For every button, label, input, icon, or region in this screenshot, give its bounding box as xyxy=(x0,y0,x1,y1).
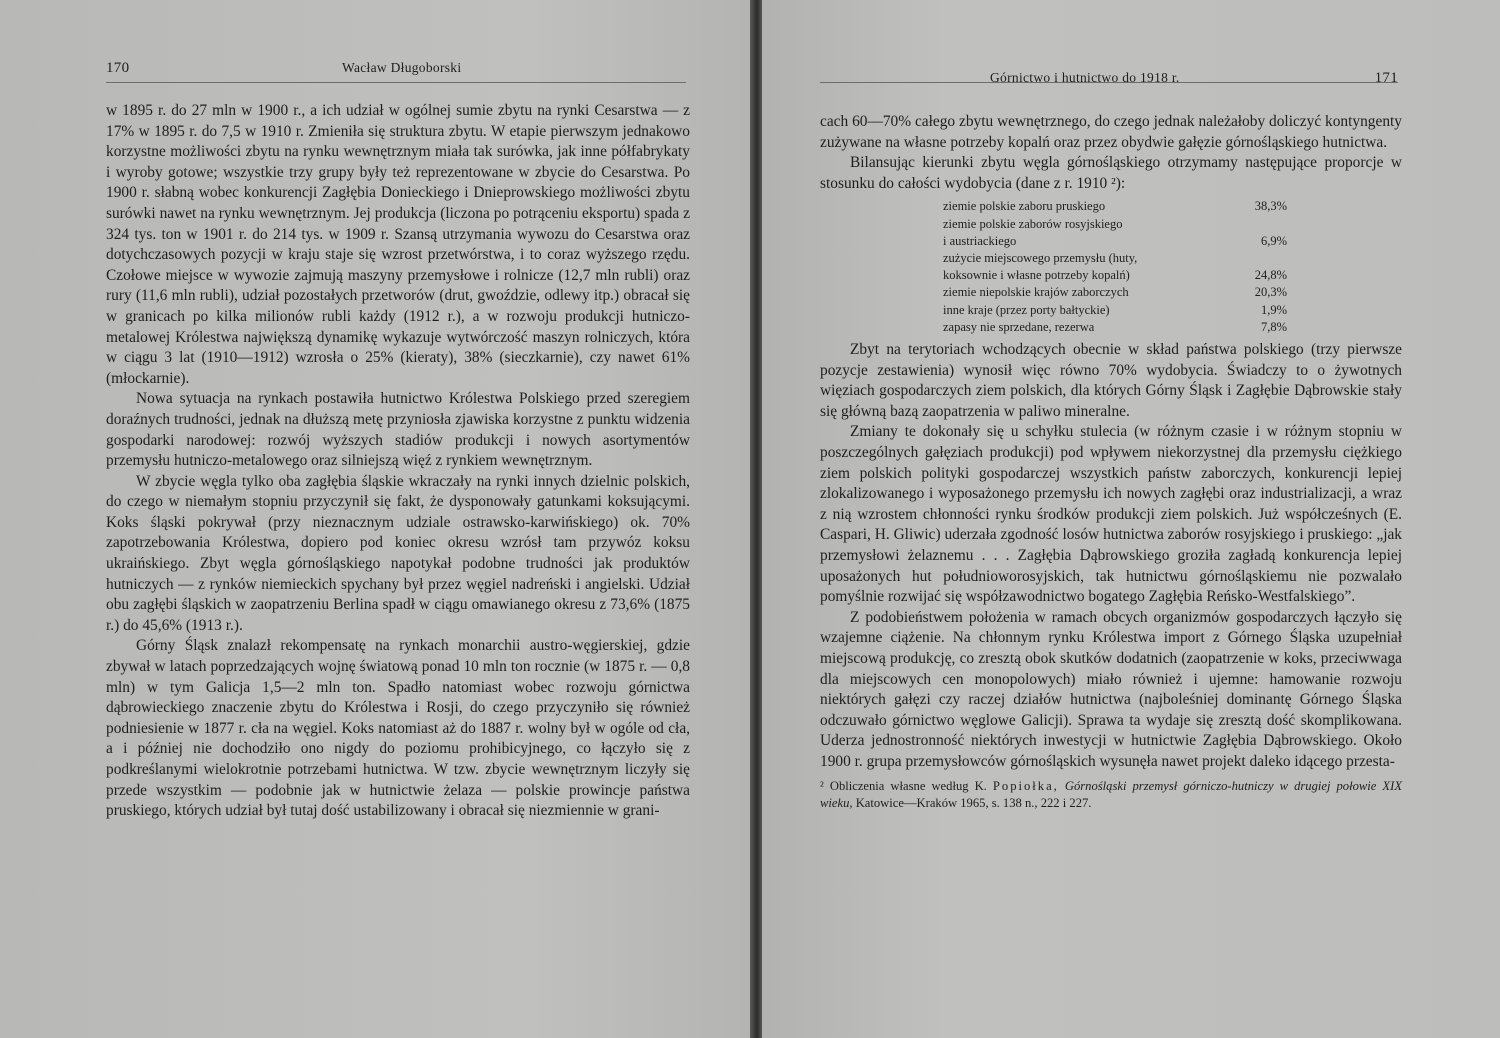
table-cell-label: inne kraje (przez porty bałtyckie) xyxy=(943,302,1110,317)
paragraph: Bilansując kierunki zbytu węgla górnośląskiego otrzymamy następujące proporcje w stosunku do całości wydobycia (dane z r. 1910 ²): xyxy=(820,154,1402,192)
running-title: Wacław Długoborski xyxy=(342,60,462,75)
table-cell-value: 24,8% xyxy=(1254,268,1287,283)
footnote-publication: Katowice—Kraków 1965, s. 138 n., 222 i 227. xyxy=(855,795,1092,810)
paragraph: Nowa sytuacja na rynkach postawiła hutnictwo Królestwa Polskiego przed szeregiem doraźnych trudności, jednak na dłuższą metę przyniosła zjawiska korzystne z punktu widzenia gospodarki narodowej: rozwój wyższych stadiów produkcji i nowych asortymentów przemysłu hutniczo-metalowego oraz silniejszą więź z rynkiem wewnętrznym. xyxy=(106,390,690,470)
paragraph: cach 60—70% całego zbytu wewnętrznego, do czego jednak należałoby doliczyć kontyngenty zużywane na własne potrzeby kopalń oraz przez obydwie gałęzie górnośląskiego hutnictwa. xyxy=(820,113,1402,151)
table-cell-label: ziemie polskie zaboru pruskiego xyxy=(943,199,1106,214)
table-row xyxy=(943,319,1287,336)
coal-sales-table xyxy=(943,198,1287,336)
paragraph: W zbycie węgla tylko oba zagłębia śląskie wkraczały na rynki innych dzielnic polskich, do czego w niemałym stopniu przyczynił się fakt, że dysponowały gatunkami koksującymi. Koks śląski pokrywał (przy nieznacznym udziale ostrawsko-karwińskiego) ok. 70% zapotrzebowania Królestwa, dopiero pod koniec okresu wzrósł tam przywóz koksu ukraińskiego. Zbyt węgla górnośląskiego napotykał podobne trudności jak produktów hutniczych — z rynków niemieckich spychany był przez węgiel nadreński i angielski. Udział obu zagłębi śląskich w zaopatrzeniu Berlina spadł w ciągu omawianego okresu z 73,6% (1875 r.) do 45,6% (1913 r.). xyxy=(106,472,690,634)
paragraph: w 1895 r. do 27 mln w 1900 r., a ich udział w ogólnej sumie zbytu na rynki Cesarstwa — z 17% w 1895 r. do 7,5 w 1910 r. Zmieniła się struktura zbytu. W etapie pierwszym jednakowo korzystne możliwości zbytu na rynku wewnętrznym miała tak surówka, jak inne półfabrykaty i wyroby gotowe; wszystkie trzy grupy były też reprezentowane w zbycie do Cesarstwa. Po 1900 r. słabną wobec konkurencji Zagłębia Donieckiego i Dnieprowskiego możliwości zbytu surówki nawet na rynku wewnętrznym. Jej produkcja (liczona po potrąceniu eksportu) spada z 324 tys. ton w 1901 r. do 214 tys. w 1909 r. Szansą utrzymania wywozu do Cesarstwa oraz dotychczasowych pozycji w kraju staje się wzrost przetwórstwa, i to coraz wyższego rzędu. Czołowe miejsce w wywozie zajmują maszyny przemysłowe i rolnicze (12,7 mln rubli) oraz rury (11,6 mln rubli), udział pozostałych przetworów (drut, gwoździe, odlewy itp.) obracał się w granicach po kilka milionów rubli każdy (1912 r.), a w rozwoju produkcji hutniczo-metalowej Królestwa największą dynamikę wykazuje wytwórczość maszyn rolniczych, która w ciągu 3 lat (1910—1912) wzrosła o 25% (kieraty), 38% (sieczkarnie), czy nawet 61% (młockarnie). xyxy=(106,102,690,387)
table-row xyxy=(943,250,1287,267)
table-row xyxy=(943,216,1287,233)
table-row xyxy=(943,267,1287,284)
footnote-author: Popiołka, xyxy=(992,779,1059,794)
paragraph: Górny Śląsk znalazł rekompensatę na rynkach monarchii austro-węgierskiej, gdzie zbywał w latach poprzedzających wojnę światową ponad 10 mln ton rocznie (w 1875 r. — 0,8 mln) w tym Galicja 1,5—2 mln ton. Spadło natomiast wobec rozwoju górnictwa dąbrowieckiego znaczenie zbytu do Królestwa i Rosji, do czego przyczyniło się również podniesienie w 1877 r. cła na węgiel. Koks natomiast aż do 1887 r. wolny był w ogóle od cła, a i później nie dochodziło ono nigdy do poziomu prohibicyjnego, co łączyło się z podkreślanymi wielokrotnie potrzebami hutnictwa. W tzw. zbycie wewnętrznym liczyły się przede wszystkim — podobnie jak w hutnictwie żelaza — polskie prowincje państwa pruskiego, których udział był tutaj dość ustabilizowany i obracał się niezmiennie w grani- xyxy=(106,637,690,820)
paragraph: Zmiany te dokonały się u schyłku stulecia (w różnym czasie i w różnym stopniu w poszczególnych gałęziach produkcji) pod wpływem niekorzystnej dla przemysłu ciężkiego ziem polskich polityki gospodarczej wszystkich państw zaborczych, konkurencji lepiej zlokalizowanego i wyposażonego przemysłu ich nowych zagłębi oraz industrializacji, a wraz z nią wzrostem chłonności rynku środków produkcji ziem polskich. Już współcześnych (E. Caspari, H. Gliwic) uderzała zgodność losów hutnictwa zaborów rosyjskiego i pruskiego: „jak przemysłowi żelaznemu . . . Zagłębia Dąbrowskiego groziła zagładą konkurencja lepiej uposażonych hut południoworosyjskich, tak hutnictwu górnośląskiemu nie pozwalało pomyślnie rozwijać się współzawodnictwo bogatego Zagłębia Reńsko-Westfalskiego”. xyxy=(820,423,1402,606)
table-row xyxy=(943,198,1287,215)
page-number: 170 xyxy=(106,60,130,76)
table-cell-label: zapasy nie sprzedane, rezerwa xyxy=(943,319,1095,334)
table-cell-label: koksownie i własne potrzeby kopalń) xyxy=(943,268,1130,283)
table-cell-label: ziemie polskie zaborów rosyjskiego xyxy=(943,216,1123,231)
right-page xyxy=(762,0,1500,1038)
footnote-marker: ² xyxy=(820,779,824,794)
table-cell-value: 6,9% xyxy=(1260,233,1287,248)
footnote xyxy=(820,778,1402,811)
table-cell-label: i austriackiego xyxy=(943,233,1017,248)
paragraph: Z podobieństwem położenia w ramach obcych organizmów gospodarczych łączyło się wzajemne ciążenie. Na chłonnym rynku Królestwa import z Górnego Śląska uzupełniał miejscową produkcję, co zresztą obok skutków dodatnich (zaopatrzenie w koks, przeciwwaga dla miejscowych cen monopolowych) miało również i ujemne: hamowanie rozwoju niektórych gałęzi czy raczej działów hutnictwa (najboleśniej dominantę Górnego Śląska odczuwało górnictwo węglowe Galicji). Sprawa ta wydaje się zresztą dość skomplikowana. Uderza jednostronność niektórych inwestycji w hutnictwie Zagłębia Dąbrowskiego. Około 1900 r. grupa przemysłowców górnośląskich wysunęła nawet projekt daleko idącego przesta- xyxy=(820,608,1402,770)
footnote-text: Obliczenia własne według K. xyxy=(829,779,987,794)
table-cell-value: 1,9% xyxy=(1260,302,1287,317)
right-page-header xyxy=(820,60,1398,86)
table-row xyxy=(943,233,1287,250)
right-page-body xyxy=(820,112,1402,811)
table-cell-label: zużycie miejscowego przemysłu (huty, xyxy=(943,250,1138,265)
table-cell-value xyxy=(1239,250,1287,267)
paragraph: Zbyt na terytoriach wchodzących obecnie w skład państwa polskiego (trzy pierwsze pozycje zestawienia) wynosił więc równo 70% wydobycia. Świadczy to o żywotnych więziach gospodarczych ziem polskich, dla których Górny Śląsk i Zagłębie Dąbrowskie stały się główną bazą zaopatrzenia w paliwo mineralne. xyxy=(820,341,1402,420)
table-cell-value: 20,3% xyxy=(1254,285,1287,300)
table-cell-label: ziemie niepolskie krajów zaborczych xyxy=(943,285,1129,300)
running-title: Górnictwo i hutnictwo do 1918 r. xyxy=(990,70,1180,85)
page-number: 171 xyxy=(1374,70,1398,86)
table-row xyxy=(943,302,1287,319)
table-cell-value: 38,3% xyxy=(1254,199,1287,214)
table-cell-value: 7,8% xyxy=(1260,319,1287,334)
left-page-body xyxy=(106,101,690,822)
left-page-header xyxy=(106,60,686,83)
table-cell-value xyxy=(1239,216,1287,233)
table-row xyxy=(943,284,1287,301)
footnote-book-title: Górnośląski przemysł górniczo-hutniczy w drugiej połowie XIX wieku, xyxy=(820,779,1403,810)
